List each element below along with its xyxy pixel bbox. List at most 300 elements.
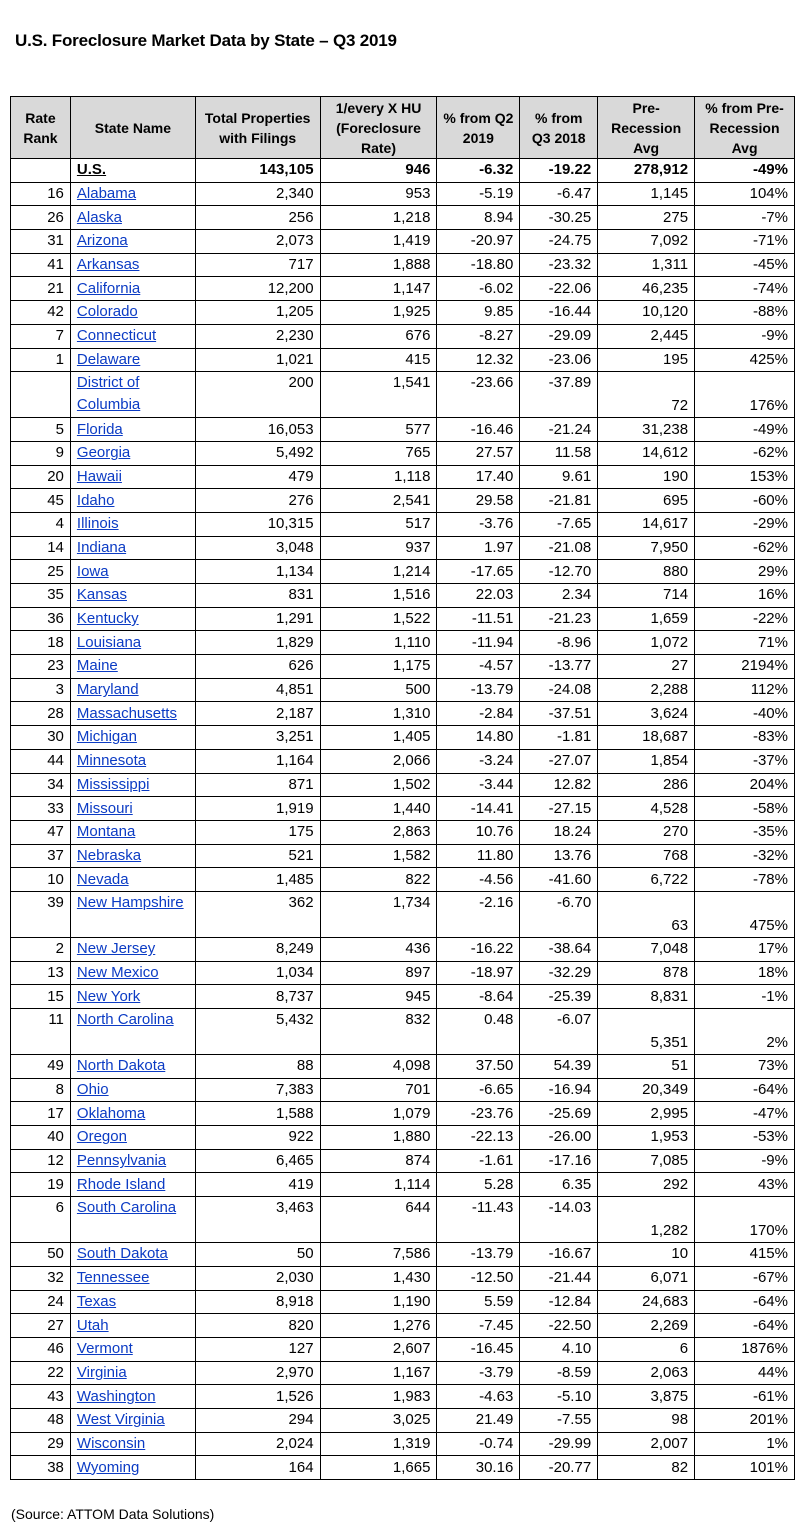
cell-state[interactable] [70, 1432, 195, 1456]
cell-total: 1,485 [195, 868, 320, 892]
cell-rank: 5 [11, 418, 71, 442]
table-row [11, 937, 795, 961]
cell-rank: 2 [11, 937, 71, 961]
state-link[interactable]: New York [76, 987, 141, 1005]
cell-prepct: 415% [695, 1243, 795, 1267]
cell-state[interactable] [70, 1126, 195, 1150]
cell-prepct: -64% [695, 1314, 795, 1338]
cell-pre: 2,063 [598, 1361, 695, 1385]
cell-state[interactable] [70, 206, 195, 230]
state-link[interactable]: Wyoming [76, 1458, 140, 1476]
cell-q3: -8.59 [520, 1361, 598, 1385]
cell-prepct: -64% [695, 1078, 795, 1102]
table-row [11, 584, 795, 608]
cell-rank: 4 [11, 512, 71, 536]
cell-q3: -21.23 [520, 607, 598, 631]
cell-rate: 1,218 [320, 206, 437, 230]
table-row [11, 891, 795, 937]
cell-rank: 37 [11, 844, 71, 868]
cell-q2: -18.97 [437, 961, 520, 985]
cell-prepct: 1% [695, 1432, 795, 1456]
state-link[interactable]: South Carolina [76, 1199, 177, 1217]
source-note: (Source: ATTOM Data Solutions) [11, 1506, 215, 1522]
foreclosure-table [10, 96, 795, 1480]
table-row [11, 961, 795, 985]
cell-rank: 17 [11, 1102, 71, 1126]
cell-pre: 8,831 [598, 985, 695, 1009]
state-link[interactable]: North Carolina [76, 1011, 174, 1028]
cell-total: 8,918 [195, 1290, 320, 1314]
table-row [11, 607, 795, 631]
state-link[interactable]: South Dakota [76, 1245, 168, 1263]
state-link[interactable]: Rhode Island [76, 1175, 166, 1193]
cell-prepct: -7% [695, 206, 795, 230]
cell-rank: 28 [11, 702, 71, 726]
cell-state[interactable] [70, 465, 195, 489]
table-row [11, 277, 795, 301]
cell-prepct: 2% [695, 1009, 795, 1055]
cell-state[interactable] [70, 702, 195, 726]
cell-q3: -12.84 [520, 1290, 598, 1314]
cell-q3: -21.44 [520, 1266, 598, 1290]
cell-pre: 880 [598, 560, 695, 584]
cell-pre: 18,687 [598, 726, 695, 750]
cell-state[interactable] [70, 253, 195, 277]
cell-total: 1,021 [195, 348, 320, 372]
cell-state[interactable] [70, 844, 195, 868]
cell-total: 50 [195, 1243, 320, 1267]
cell-rank: 12 [11, 1149, 71, 1173]
cell-rate: 1,665 [320, 1456, 437, 1480]
cell-total: 88 [195, 1055, 320, 1079]
table-row [11, 441, 795, 465]
cell-total: 6,465 [195, 1149, 320, 1173]
cell-q2: 8.94 [437, 206, 520, 230]
table-row [11, 631, 795, 655]
cell-q3: -23.06 [520, 348, 598, 372]
cell-state[interactable] [70, 797, 195, 821]
cell-rate: 1,118 [320, 465, 437, 489]
table-row [11, 1314, 795, 1338]
cell-state[interactable] [70, 1009, 195, 1055]
cell-prepct: 17% [695, 937, 795, 961]
cell-q3: -24.08 [520, 678, 598, 702]
cell-q2: 17.40 [437, 465, 520, 489]
cell-rank: 1 [11, 348, 71, 372]
cell-pre: 24,683 [598, 1290, 695, 1314]
cell-q3: -6.70 [520, 891, 598, 937]
state-link[interactable]: New Hampshire [76, 893, 184, 911]
cell-rank: 20 [11, 465, 71, 489]
cell-pre: 7,085 [598, 1149, 695, 1173]
cell-q2: -4.56 [437, 868, 520, 892]
cell-prepct: -62% [695, 536, 795, 560]
state-link[interactable]: Texas [76, 1292, 117, 1310]
cell-q3: -22.50 [520, 1314, 598, 1338]
state-link[interactable]: Kansas [76, 586, 127, 604]
cell-prepct: -83% [695, 726, 795, 750]
cell-state[interactable] [70, 655, 195, 679]
state-link[interactable]: Vermont [76, 1340, 133, 1358]
state-link[interactable]: Tennessee [76, 1269, 150, 1287]
cell-prepct: -9% [695, 1149, 795, 1173]
cell-prepct: 16% [695, 584, 795, 608]
cell-state[interactable] [70, 607, 195, 631]
cell-q3: -16.44 [520, 301, 598, 325]
cell-rank: 45 [11, 489, 71, 513]
cell-state[interactable] [70, 631, 195, 655]
cell-pre: 98 [598, 1408, 695, 1432]
cell-total: 3,048 [195, 536, 320, 560]
cell-pre: 1,854 [598, 749, 695, 773]
state-link[interactable]: District of Columbia [76, 374, 141, 414]
state-link[interactable]: Idaho [76, 491, 115, 509]
cell-prepct: -47% [695, 1102, 795, 1126]
cell-rank: 39 [11, 891, 71, 937]
cell-rate: 897 [320, 961, 437, 985]
table-row [11, 773, 795, 797]
cell-pre: 768 [598, 844, 695, 868]
cell-pre: 27 [598, 655, 695, 679]
cell-state[interactable] [70, 868, 195, 892]
table-row [11, 372, 795, 418]
cell-rate: 1,516 [320, 584, 437, 608]
cell-total: 5,432 [195, 1009, 320, 1055]
cell-total: 127 [195, 1337, 320, 1361]
cell-rate: 1,214 [320, 560, 437, 584]
state-link[interactable]: Iowa [76, 562, 109, 580]
cell-pre: 7,092 [598, 230, 695, 254]
cell-q2: -3.76 [437, 512, 520, 536]
cell-rank: 46 [11, 1337, 71, 1361]
cell-total: 143,105 [195, 159, 320, 183]
table-row [11, 1456, 795, 1480]
cell-rate: 1,541 [320, 372, 437, 418]
table-row [11, 301, 795, 325]
table-row [11, 749, 795, 773]
state-link[interactable]: Nebraska [76, 846, 142, 864]
cell-state[interactable] [70, 1173, 195, 1197]
cell-total: 1,205 [195, 301, 320, 325]
cell-rank [11, 372, 71, 418]
cell-prepct: -1% [695, 985, 795, 1009]
cell-pre: 2,269 [598, 1314, 695, 1338]
cell-q3: -7.65 [520, 512, 598, 536]
cell-state[interactable] [70, 1078, 195, 1102]
cell-rate: 2,863 [320, 820, 437, 844]
cell-rank: 19 [11, 1173, 71, 1197]
cell-q2: -14.41 [437, 797, 520, 821]
cell-q2: 21.49 [437, 1408, 520, 1432]
cell-rank: 6 [11, 1197, 71, 1243]
state-link[interactable]: Maine [76, 657, 118, 675]
state-link[interactable]: Mississippi [76, 775, 150, 793]
cell-pre: 1,953 [598, 1126, 695, 1150]
state-link[interactable]: Alaska [76, 208, 122, 226]
header-from-pre-recession-avg: % from Pre-Recession Avg [695, 97, 795, 159]
cell-state[interactable] [70, 182, 195, 206]
cell-rank [11, 159, 71, 183]
cell-q3: -27.15 [520, 797, 598, 821]
cell-q2: -13.79 [437, 678, 520, 702]
cell-q3: -8.96 [520, 631, 598, 655]
cell-state[interactable] [70, 1102, 195, 1126]
cell-rank: 36 [11, 607, 71, 631]
state-link[interactable]: Illinois [76, 515, 119, 533]
cell-q3: -14.03 [520, 1197, 598, 1243]
cell-pre: 1,282 [598, 1197, 695, 1243]
state-link[interactable]: Oklahoma [76, 1104, 146, 1122]
state-link[interactable]: Nevada [76, 870, 129, 888]
state-link[interactable]: West Virginia [76, 1411, 165, 1429]
cell-rate: 2,066 [320, 749, 437, 773]
state-link[interactable]: Connecticut [76, 327, 157, 345]
cell-rank: 26 [11, 206, 71, 230]
cell-q2: -23.66 [437, 372, 520, 418]
table-row [11, 230, 795, 254]
cell-state[interactable] [70, 1337, 195, 1361]
cell-q3: -23.32 [520, 253, 598, 277]
table-row [11, 1408, 795, 1432]
cell-q3: 12.82 [520, 773, 598, 797]
state-link[interactable]: Montana [76, 823, 136, 841]
table-row [11, 1243, 795, 1267]
cell-prepct: 204% [695, 773, 795, 797]
cell-q3: -30.25 [520, 206, 598, 230]
cell-q3: -41.60 [520, 868, 598, 892]
cell-rate: 945 [320, 985, 437, 1009]
state-link[interactable]: Indiana [76, 538, 127, 556]
state-link[interactable]: Wisconsin [76, 1434, 146, 1452]
cell-state[interactable] [70, 277, 195, 301]
cell-prepct: 112% [695, 678, 795, 702]
cell-rate: 1,190 [320, 1290, 437, 1314]
cell-q3: -1.81 [520, 726, 598, 750]
cell-state[interactable] [70, 1243, 195, 1267]
cell-q2: -16.22 [437, 937, 520, 961]
cell-rate: 1,888 [320, 253, 437, 277]
cell-rank: 31 [11, 230, 71, 254]
cell-q3: 4.10 [520, 1337, 598, 1361]
cell-q3: 9.61 [520, 465, 598, 489]
cell-q3: -29.09 [520, 324, 598, 348]
cell-state[interactable] [70, 891, 195, 937]
state-link[interactable]: Pennsylvania [76, 1152, 167, 1170]
state-link[interactable]: Florida [76, 420, 123, 438]
cell-prepct: 153% [695, 465, 795, 489]
cell-state[interactable] [70, 985, 195, 1009]
state-link[interactable]: Kentucky [76, 610, 139, 628]
cell-state[interactable] [70, 1266, 195, 1290]
cell-state[interactable] [70, 1408, 195, 1432]
cell-total: 1,526 [195, 1385, 320, 1409]
cell-state[interactable] [70, 1385, 195, 1409]
state-link[interactable]: Hawaii [76, 467, 122, 485]
cell-rate: 1,319 [320, 1432, 437, 1456]
cell-prepct: -53% [695, 1126, 795, 1150]
table-row [11, 560, 795, 584]
state-link[interactable]: Georgia [76, 444, 131, 462]
cell-prepct: 101% [695, 1456, 795, 1480]
state-link[interactable]: Missouri [76, 799, 133, 817]
state-link[interactable]: Arkansas [76, 256, 140, 274]
state-link[interactable]: Massachusetts [76, 704, 177, 722]
cell-rank: 35 [11, 584, 71, 608]
cell-state[interactable] [70, 1055, 195, 1079]
cell-state[interactable] [70, 348, 195, 372]
state-link[interactable]: Delaware [76, 350, 141, 368]
cell-pre: 7,950 [598, 536, 695, 560]
cell-rank: 44 [11, 749, 71, 773]
cell-pre: 4,528 [598, 797, 695, 821]
cell-rate: 1,147 [320, 277, 437, 301]
cell-q3: -25.39 [520, 985, 598, 1009]
cell-prepct: -78% [695, 868, 795, 892]
cell-rate: 1,110 [320, 631, 437, 655]
cell-state[interactable] [70, 1197, 195, 1243]
cell-rank: 32 [11, 1266, 71, 1290]
state-link[interactable]: Washington [76, 1387, 156, 1405]
cell-pre: 292 [598, 1173, 695, 1197]
cell-total: 871 [195, 773, 320, 797]
cell-rate: 1,880 [320, 1126, 437, 1150]
cell-q3: -7.55 [520, 1408, 598, 1432]
cell-total: 479 [195, 465, 320, 489]
cell-state[interactable] [70, 159, 195, 183]
cell-rank: 27 [11, 1314, 71, 1338]
cell-state[interactable] [70, 324, 195, 348]
cell-state[interactable] [70, 820, 195, 844]
cell-rate: 953 [320, 182, 437, 206]
cell-pre: 1,311 [598, 253, 695, 277]
cell-rate: 676 [320, 324, 437, 348]
cell-q3: -26.00 [520, 1126, 598, 1150]
cell-pre: 695 [598, 489, 695, 513]
cell-pre: 72 [598, 372, 695, 418]
cell-rate: 3,025 [320, 1408, 437, 1432]
cell-q2: 29.58 [437, 489, 520, 513]
cell-pre: 31,238 [598, 418, 695, 442]
state-link[interactable]: Louisiana [76, 633, 142, 651]
state-link[interactable]: Utah [76, 1316, 109, 1334]
cell-state[interactable] [70, 489, 195, 513]
header-pre-recession-avg: Pre-Recession Avg [598, 97, 695, 159]
cell-state[interactable] [70, 418, 195, 442]
table-row [11, 1055, 795, 1079]
state-link[interactable]: New Mexico [76, 963, 159, 981]
cell-rank: 29 [11, 1432, 71, 1456]
cell-rank: 38 [11, 1456, 71, 1480]
cell-q2: 27.57 [437, 441, 520, 465]
cell-pre: 6,722 [598, 868, 695, 892]
state-link[interactable]: California [76, 279, 141, 297]
cell-rank: 43 [11, 1385, 71, 1409]
cell-state[interactable] [70, 441, 195, 465]
cell-state[interactable] [70, 1290, 195, 1314]
cell-q2: -11.94 [437, 631, 520, 655]
cell-total: 2,024 [195, 1432, 320, 1456]
cell-rate: 1,405 [320, 726, 437, 750]
cell-state[interactable] [70, 773, 195, 797]
state-link[interactable]: North Dakota [76, 1057, 166, 1075]
state-link[interactable]: Colorado [76, 303, 138, 321]
table-row [11, 1009, 795, 1055]
cell-state[interactable] [70, 584, 195, 608]
state-link[interactable]: Arizona [76, 232, 128, 250]
cell-q2: -16.46 [437, 418, 520, 442]
cell-rate: 1,925 [320, 301, 437, 325]
cell-rate: 577 [320, 418, 437, 442]
cell-state[interactable] [70, 1361, 195, 1385]
table-row [11, 702, 795, 726]
cell-state[interactable] [70, 937, 195, 961]
cell-pre: 2,007 [598, 1432, 695, 1456]
cell-rate: 1,276 [320, 1314, 437, 1338]
cell-rate: 1,079 [320, 1102, 437, 1126]
cell-pre: 2,445 [598, 324, 695, 348]
table-row [11, 512, 795, 536]
cell-state[interactable] [70, 536, 195, 560]
state-link[interactable]: Virginia [76, 1363, 127, 1381]
cell-rank: 33 [11, 797, 71, 821]
cell-total: 256 [195, 206, 320, 230]
cell-prepct: 1876% [695, 1337, 795, 1361]
cell-state[interactable] [70, 1149, 195, 1173]
state-link[interactable]: Oregon [76, 1128, 127, 1146]
cell-state[interactable] [70, 1456, 195, 1480]
cell-state[interactable] [70, 512, 195, 536]
cell-state[interactable] [70, 372, 195, 418]
table-row [11, 1197, 795, 1243]
cell-state[interactable] [70, 560, 195, 584]
table-row [11, 1078, 795, 1102]
cell-q2: -3.79 [437, 1361, 520, 1385]
state-link[interactable]: Minnesota [76, 752, 147, 770]
cell-rate: 2,541 [320, 489, 437, 513]
cell-state[interactable] [70, 230, 195, 254]
cell-state[interactable] [70, 961, 195, 985]
state-link[interactable]: New Jersey [76, 940, 156, 958]
state-link[interactable]: Alabama [76, 185, 137, 203]
table-row [11, 820, 795, 844]
cell-state[interactable] [70, 301, 195, 325]
state-link[interactable]: Maryland [76, 681, 139, 699]
cell-q2: -13.79 [437, 1243, 520, 1267]
cell-state[interactable] [70, 726, 195, 750]
state-link[interactable]: Ohio [76, 1081, 109, 1099]
cell-q2: -22.13 [437, 1126, 520, 1150]
cell-rate: 415 [320, 348, 437, 372]
cell-rank: 30 [11, 726, 71, 750]
state-link[interactable]: Michigan [76, 728, 137, 746]
cell-rate: 7,586 [320, 1243, 437, 1267]
cell-rate: 1,175 [320, 655, 437, 679]
cell-total: 1,034 [195, 961, 320, 985]
cell-state[interactable] [70, 1314, 195, 1338]
cell-q3: -22.06 [520, 277, 598, 301]
cell-q3: -21.81 [520, 489, 598, 513]
cell-total: 8,737 [195, 985, 320, 1009]
cell-q3: 18.24 [520, 820, 598, 844]
cell-state[interactable] [70, 749, 195, 773]
state-link-us[interactable]: U.S. [76, 161, 107, 179]
cell-prepct: -67% [695, 1266, 795, 1290]
cell-q2: 5.28 [437, 1173, 520, 1197]
cell-state[interactable] [70, 678, 195, 702]
cell-pre: 286 [598, 773, 695, 797]
cell-prepct: -49% [695, 418, 795, 442]
table-row [11, 1432, 795, 1456]
